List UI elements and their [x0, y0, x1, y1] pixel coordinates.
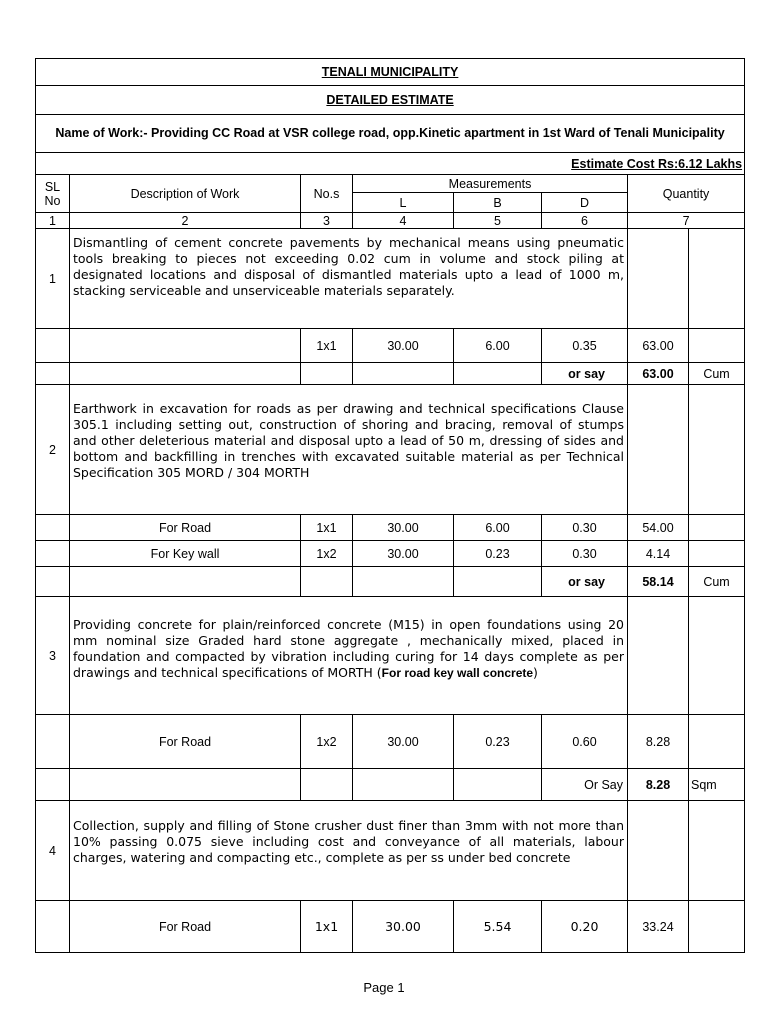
col-number: 4: [353, 213, 454, 229]
row-l: 30.00: [353, 715, 454, 769]
item-description: Collection, supply and filling of Stone crusher dust finer than 3mm with not more than 10% passing 0.075 sieve including cost and conveyance of all materials, labour charges, watering and compacting etc., complete as per ss under bed concrete: [70, 801, 628, 901]
col-description: Description of Work: [70, 175, 301, 213]
total-qty: 63.00: [628, 363, 689, 385]
total-qty: 8.28: [628, 769, 689, 801]
row-l: 30.00: [353, 541, 454, 567]
col-sl-no: SL No: [36, 175, 70, 213]
row-b: 0.23: [454, 541, 542, 567]
item-description: Earthwork in excavation for roads as per drawing and technical specifications Clause 305.1 including setting out, construction of shoring and bracing, removal of stumps and other deleterious material and disposal upto a lead of 50 m, dressing of sides and bottom and backfilling in trenches with excavated suitable material as per Technical Specification 305 MORD / 304 MORTH: [70, 385, 628, 515]
row-l: 30.00: [353, 901, 454, 953]
row-qty: 4.14: [628, 541, 689, 567]
total-unit: Sqm: [689, 769, 745, 801]
row-desc: [70, 329, 301, 363]
total-unit: Cum: [689, 363, 745, 385]
col-nos: No.s: [301, 175, 353, 213]
col-quantity: Quantity: [628, 175, 745, 213]
row-nos: 1x1: [301, 515, 353, 541]
col-number: 6: [542, 213, 628, 229]
item-sl: 2: [36, 385, 70, 515]
total-label: or say: [542, 567, 628, 597]
col-number: 1: [36, 213, 70, 229]
row-l: 30.00: [353, 515, 454, 541]
row-desc: For Key wall: [70, 541, 301, 567]
page-number: Page 1: [363, 980, 405, 995]
row-b: 0.23: [454, 715, 542, 769]
estimate-cost: Estimate Cost Rs:6.12 Lakhs: [36, 153, 745, 175]
row-l: 30.00: [353, 329, 454, 363]
total-label: Or Say: [542, 769, 628, 801]
total-label: or say: [542, 363, 628, 385]
row-d: 0.35: [542, 329, 628, 363]
row-qty: 54.00: [628, 515, 689, 541]
row-b: 6.00: [454, 515, 542, 541]
row-qty: 8.28: [628, 715, 689, 769]
item-description: Providing concrete for plain/reinforced concrete (M15) in open foundations using 20 mm nominal size Graded hard stone aggregate , mechanically mixed, placed in foundation and compacted by vibration including curing for 14 days complete as per drawings and technical specifications of MORTH (For road key wall concrete): [70, 597, 628, 715]
col-number: 7: [628, 213, 745, 229]
item-sl: 4: [36, 801, 70, 901]
row-qty: 33.24: [628, 901, 689, 953]
row-b: 6.00: [454, 329, 542, 363]
total-unit: Cum: [689, 567, 745, 597]
row-desc: For Road: [70, 901, 301, 953]
row-nos: 1x2: [301, 541, 353, 567]
item-sl: 3: [36, 597, 70, 715]
estimate-table: [35, 58, 745, 953]
page-subtitle: DETAILED ESTIMATE: [36, 86, 745, 115]
row-d: 0.20: [542, 901, 628, 953]
col-l: L: [353, 193, 454, 213]
col-number: 2: [70, 213, 301, 229]
col-number: 3: [301, 213, 353, 229]
total-qty: 58.14: [628, 567, 689, 597]
row-nos: 1x2: [301, 715, 353, 769]
col-b: B: [454, 193, 542, 213]
col-number: 5: [454, 213, 542, 229]
page-title: TENALI MUNICIPALITY: [36, 59, 745, 86]
name-of-work: Name of Work:- Providing CC Road at VSR college road, opp.Kinetic apartment in 1st Ward of Tenali Municipality: [36, 115, 745, 153]
row-b: 5.54: [454, 901, 542, 953]
item-sl: 1: [36, 229, 70, 329]
row-desc: For Road: [70, 715, 301, 769]
col-d: D: [542, 193, 628, 213]
item-description: Dismantling of cement concrete pavements by mechanical means using pneumatic tools breaking to pieces not exceeding 0.02 cum in volume and stock piling at designated locations and disposal of dismantled materials upto a lead of 1000 m, stacking serviceable and unserviceable materials separately.: [70, 229, 628, 329]
row-nos: 1x1: [301, 329, 353, 363]
description-bold-note: For road key wall concrete: [381, 666, 534, 680]
row-d: 0.60: [542, 715, 628, 769]
row-d: 0.30: [542, 515, 628, 541]
row-nos: 1x1: [301, 901, 353, 953]
row-qty: 63.00: [628, 329, 689, 363]
row-desc: For Road: [70, 515, 301, 541]
row-d: 0.30: [542, 541, 628, 567]
col-measurements: Measurements: [353, 175, 628, 193]
